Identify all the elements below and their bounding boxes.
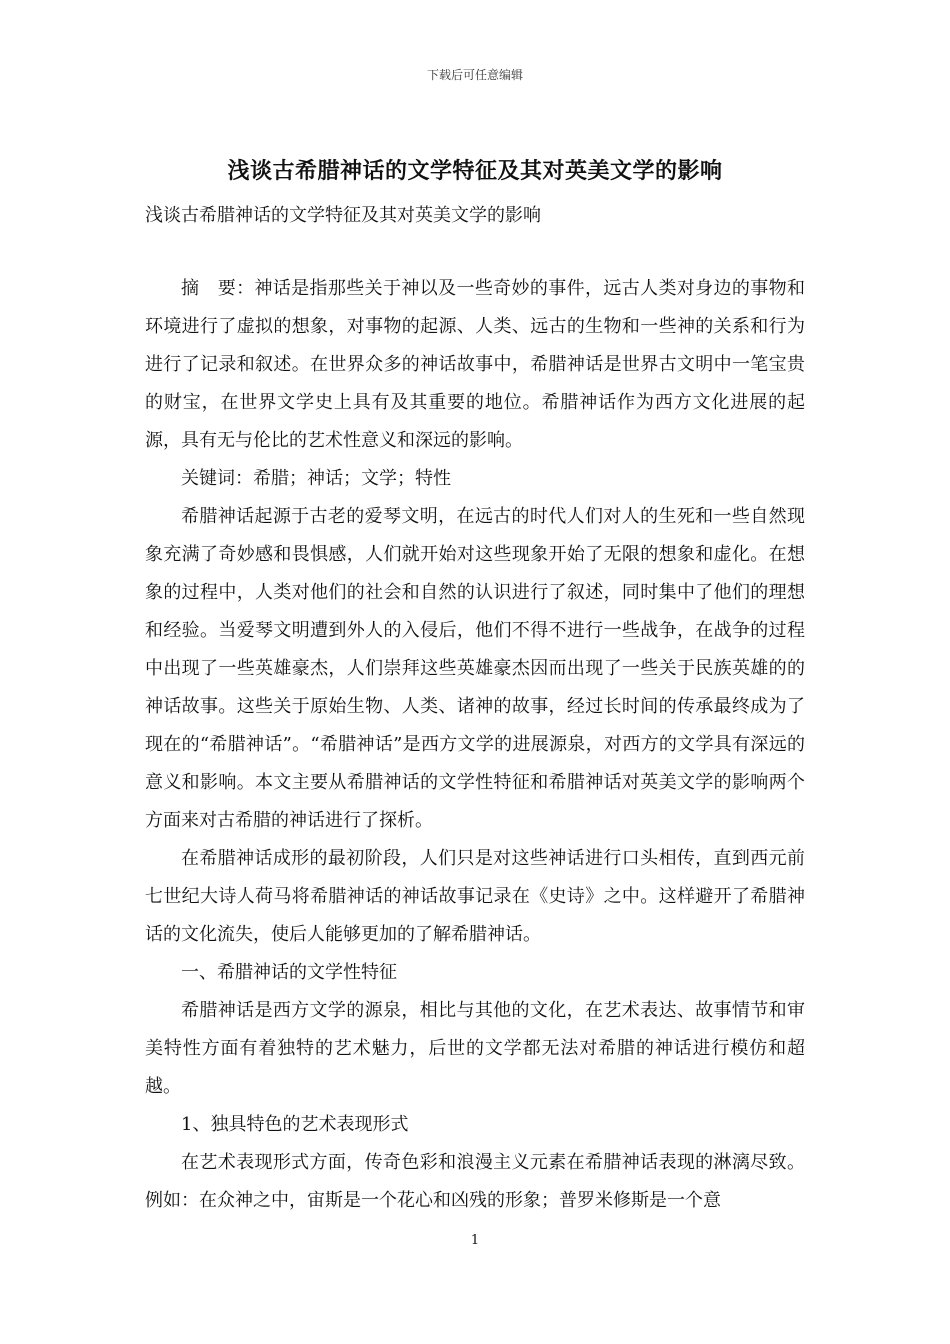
page-header: 下载后可任意编辑	[426, 68, 523, 82]
subsection-heading: 1、独具特色的艺术表现形式	[181, 1114, 409, 1135]
document-body	[145, 270, 805, 1220]
abstract-paragraph: 摘 要：神话是指那些关于神以及一些奇妙的事件，远古人类对身边的事物和环境进行了虚拟的想象，对事物的起源、人类、远古的生物和一些神的关系和行为进行了记录和叙述。在世界众多的神话故事中，希腊神话是世界古文明中一笔宝贵的财宝，在世界文学史上具有及其重要的地位。希腊神话作为西方文化进展的起源，具有无与伦比的艺术性意义和深远的影响。	[145, 278, 805, 451]
body-paragraph: 在艺术表现形式方面，传奇色彩和浪漫主义元素在希腊神话表现的淋漓尽致。例如：在众神之中，宙斯是一个花心和凶残的形象；普罗米修斯是一个意	[145, 1152, 805, 1211]
body-paragraph: 希腊神话起源于古老的爱琴文明，在远古的时代人们对人的生死和一些自然现象充满了奇妙感和畏惧感，人们就开始对这些现象开始了无限的想象和虚化。在想象的过程中，人类对他们的社会和自然的认识进行了叙述，同时集中了他们的理想和经验。当爱琴文明遭到外人的入侵后，他们不得不进行一些战争，在战争的过程中出现了一些英雄豪杰，人们崇拜这些英雄豪杰因而出现了一些关于民族英雄的的神话故事。这些关于原始生物、人类、诸神的故事，经过长时间的传承最终成为了现在的“希腊神话”。“希腊神话”是西方文学的进展源泉，对西方的文学具有深远的意义和影响。本文主要从希腊神话的文学性特征和希腊神话对英美文学的影响两个方面来对古希腊的神话进行了探析。	[145, 506, 805, 831]
document-title: 浅谈古希腊神话的文学特征及其对英美文学的影响	[227, 158, 723, 184]
section-heading: 一、希腊神话的文学性特征	[181, 962, 397, 983]
keywords-paragraph: 关键词：希腊；神话；文学；特性	[181, 468, 451, 489]
page-number: 1	[470, 1233, 480, 1248]
body-paragraph: 在希腊神话成形的最初阶段，人们只是对这些神话进行口头相传，直到西元前七世纪大诗人荷马将希腊神话的神话故事记录在《史诗》之中。这样避开了希腊神话的文化流失，使后人能够更加的了解希腊神话。	[145, 848, 805, 945]
body-paragraph: 希腊神话是西方文学的源泉，相比与其他的文化，在艺术表达、故事情节和审美特性方面有着独特的艺术魅力，后世的文学都无法对希腊的神话进行模仿和超越。	[145, 1000, 805, 1097]
document-subtitle: 浅谈古希腊神话的文学特征及其对英美文学的影响	[145, 205, 541, 226]
